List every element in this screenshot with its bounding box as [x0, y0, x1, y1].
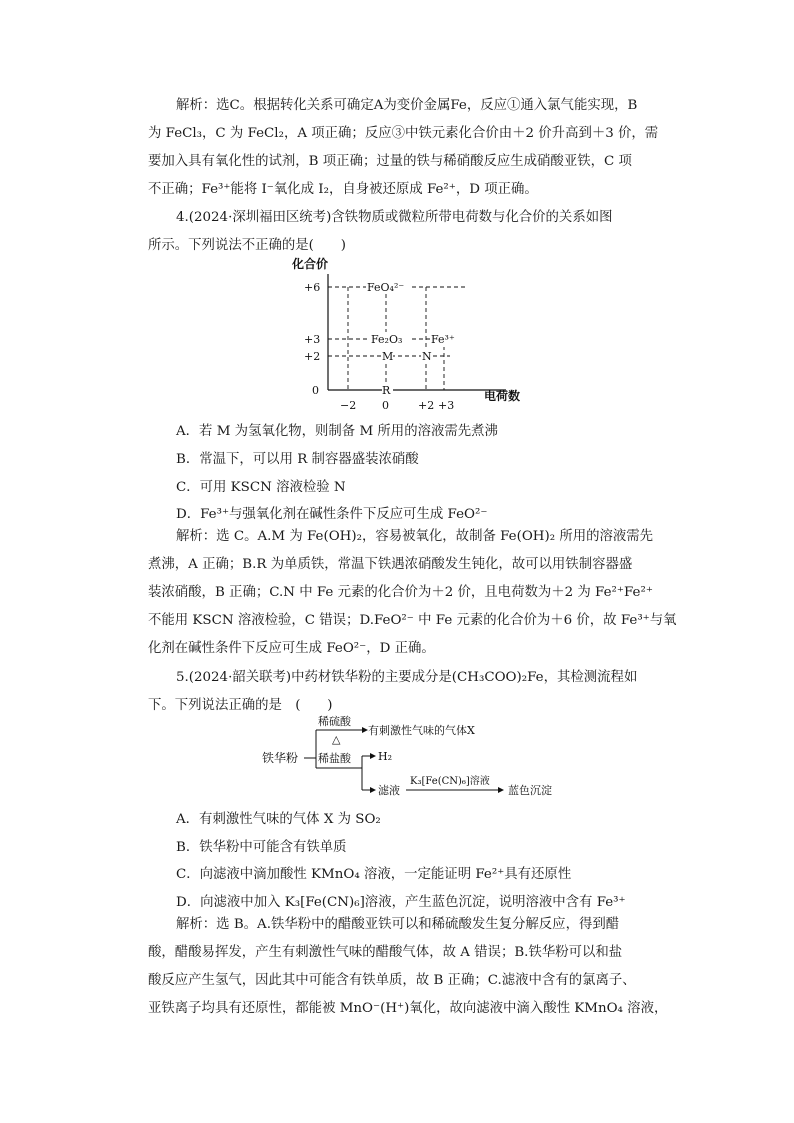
- point-m: M: [382, 350, 394, 363]
- point-n: N: [422, 350, 432, 363]
- detection-flowchart: [258, 714, 568, 804]
- text-line: 不正确；Fe³⁺能将 I⁻氧化成 I₂，自身被还原成 Fe²⁺，D 项正确。: [148, 182, 538, 197]
- x-tick: +2: [418, 399, 435, 412]
- product-h2: H₂: [378, 750, 393, 763]
- text-line: 所示。下列说法不正确的是( ): [148, 238, 346, 253]
- heat-symbol: △: [332, 733, 341, 746]
- reagent-ferricyanide: K₃[Fe(CN)₆]溶液: [410, 776, 490, 787]
- flow-start: 铁华粉: [262, 751, 299, 765]
- text-line: 亚铁离子均具有还原性，都能被 MnO⁻(H⁺)氧化，故向滤液中滴入酸性 KMnO₄ 溶液，: [148, 1001, 668, 1016]
- reagent-sulfuric: 稀硫酸: [318, 715, 351, 728]
- text-line: 酸，醋酸易挥发，产生有刺激性气味的醋酸气体，故 A 错误；B.铁华粉可以和盐: [148, 945, 623, 960]
- q5-option-b: B．铁华粉中可能含有铁单质: [176, 840, 347, 855]
- point-r: R: [382, 384, 391, 397]
- q5-option-a: A．有刺激性气味的气体 X 为 SO₂: [176, 812, 381, 827]
- text-line: 解析：选C。根据转化关系可确定A为变价金属Fe，反应①通入氯气能实现，B: [176, 98, 638, 113]
- text-line: 解析：选 C。A.M 为 Fe(OH)₂，容易被氧化，故制备 Fe(OH)₂ 所用的溶液需先: [176, 529, 654, 544]
- x-tick: +3: [438, 399, 455, 412]
- text-line: 装浓硝酸，B 正确；C.N 中 Fe 元素的化合价为＋2 价，且电荷数为＋2 为 Fe²⁺Fe²⁺: [148, 585, 653, 600]
- reagent-hydrochloric: 稀盐酸: [318, 752, 351, 765]
- analysis-q4: [148, 523, 677, 663]
- text-line: 4.(2024·深圳福田区统考)含铁物质或微粒所带电荷数与化合价的关系如图: [176, 210, 613, 225]
- question-5-stem: [148, 664, 644, 720]
- text-line: 化剂在碱性条件下反应可生成 FeO²⁻，D 正确。: [148, 641, 435, 656]
- q4-option-c: C．可用 KSCN 溶液检验 N: [176, 480, 346, 495]
- point-feo4: FeO₄²⁻: [367, 281, 405, 294]
- product-gas-x: 有刺激性气味的气体X: [368, 724, 475, 737]
- y-tick: +6: [304, 281, 321, 294]
- y-tick: +3: [304, 333, 321, 346]
- analysis-q5: [148, 911, 668, 1023]
- x-tick: 0: [382, 399, 389, 412]
- text-line: 不能用 KSCN 溶液检验，C 错误；D.FeO²⁻ 中 Fe 元素的化合价为＋6 价，故 Fe³⁺与氧: [148, 613, 677, 628]
- y-tick: +2: [304, 350, 321, 363]
- q5-option-d: D．向滤液中加入 K₃[Fe(CN)₆]溶液，产生蓝色沉淀，说明溶液中含有 Fe³⁺: [176, 895, 626, 910]
- y-axis-label: 化合价: [292, 257, 329, 271]
- text-line: 下。下列说法正确的是 ( ): [148, 698, 333, 713]
- question-4-stem: [148, 204, 644, 260]
- analysis-q3: [148, 92, 659, 204]
- text-line: 酸反应产生氢气，因此其中可能含有铁单质，故 B 正确；C.滤液中含有的氯离子、: [148, 973, 636, 988]
- x-axis-label: 电荷数: [484, 389, 521, 403]
- q4-option-b: B．常温下，可以用 R 制容器盛装浓硝酸: [176, 452, 419, 467]
- valence-charge-diagram: [290, 254, 530, 414]
- text-line: 要加入具有氧化性的试剂，B 项正确；过量的铁与稀硝酸反应生成硝酸亚铁，C 项: [148, 154, 632, 169]
- point-fe3: Fe³⁺: [431, 333, 455, 346]
- q4-option-a: A．若 M 为氢氧化物，则制备 M 所用的溶液需先煮沸: [176, 424, 498, 439]
- product-blue-precipitate: 蓝色沉淀: [508, 784, 552, 797]
- text-line: 为 FeCl₃，C 为 FeCl₂，A 项正确；反应③中铁元素化合价由＋2 价升高到＋3 价，需: [148, 126, 659, 141]
- filtrate: 滤液: [378, 784, 400, 797]
- q5-option-c: C．向滤液中滴加酸性 KMnO₄ 溶液，一定能证明 Fe²⁺具有还原性: [176, 867, 572, 882]
- q4-option-d: D．Fe³⁺与强氧化剂在碱性条件下反应可生成 FeO²⁻: [176, 507, 488, 522]
- x-tick: −2: [340, 399, 357, 412]
- text-line: 5.(2024·韶关联考)中药材铁华粉的主要成分是(CH₃COO)₂Fe，其检测流程如: [176, 670, 638, 685]
- text-line: 解析：选 B。A.铁华粉中的醋酸亚铁可以和稀硫酸发生复分解反应，得到醋: [176, 917, 620, 932]
- text-line: 煮沸，A 正确；B.R 为单质铁，常温下铁遇浓硝酸发生钝化，故可以用铁制容器盛: [148, 557, 633, 572]
- point-fe2o3: Fe₂O₃: [371, 333, 403, 346]
- y-tick: 0: [312, 384, 319, 397]
